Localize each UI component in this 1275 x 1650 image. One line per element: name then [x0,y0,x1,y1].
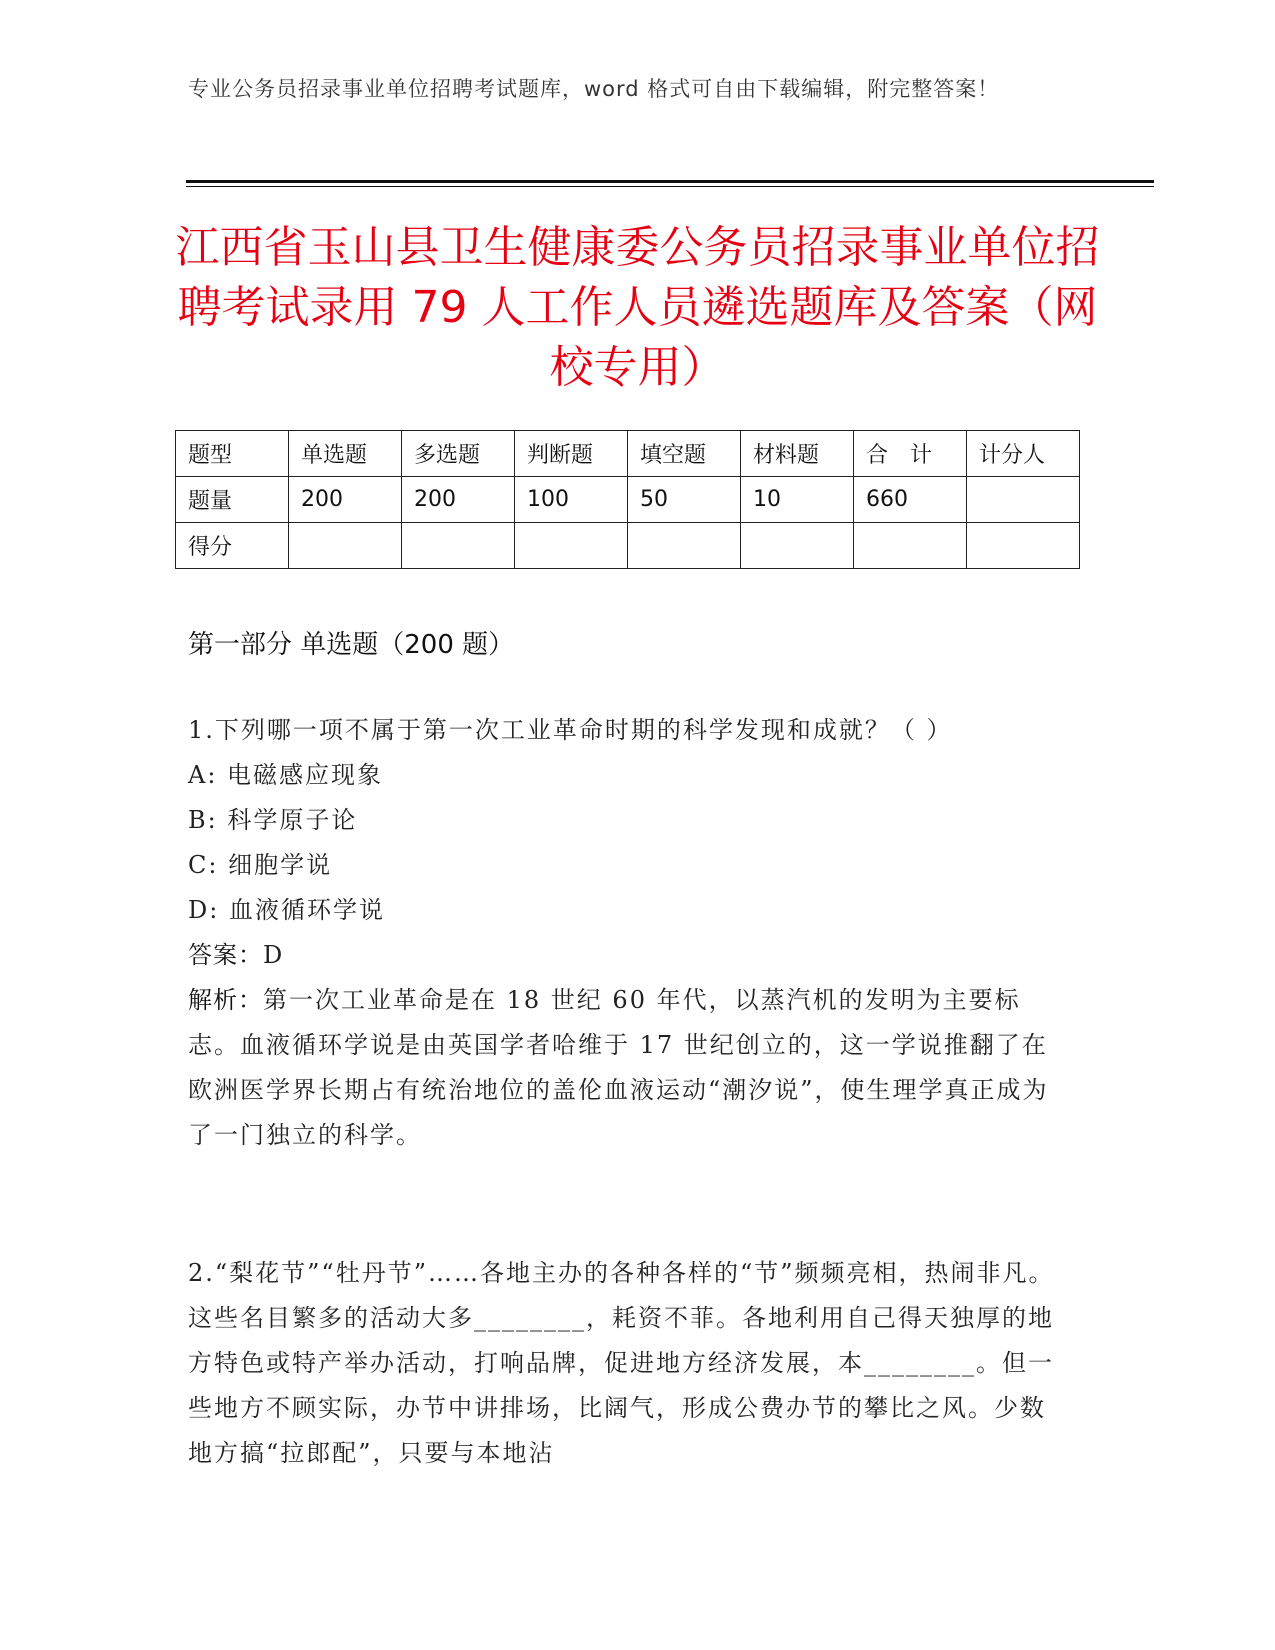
table-cell [402,523,515,569]
answer-value: D [263,941,285,969]
table-cell [967,523,1080,569]
question-2 [188,1251,1068,1476]
header-rule-thin [186,186,1154,187]
question-stem: 1.下列哪一项不属于第一次工业革命时期的科学发现和成就？（ ） [188,716,953,744]
score-table [175,430,1080,569]
document-title: 江西省玉山县卫生健康委公务员招录事业单位招聘考试录用 79 人工作人员遴选题库及答案（网校专用） [175,222,1100,393]
answer-line [188,933,1068,978]
option-a: A: 电磁感应现象 [188,761,384,789]
option-c: C: 细胞学说 [188,851,333,879]
table-cell [967,477,1080,523]
table-header-cell: 填空题 [628,431,741,477]
option-b: B: 科学原子论 [188,806,358,834]
table-header-cell: 多选题 [402,431,515,477]
table-cell: 得分 [176,523,289,569]
analysis-text: 第一次工业革命是在 18 世纪 60 年代，以蒸汽机的发明为主要标志。血液循环学说是由英国学者哈维于 17 世纪创立的，这一学说推翻了在欧洲医学界长期占有统治地位的盖伦血液运动“潮汐说”，使生理学真正成为了一门独立的科学。 [188,986,1049,1149]
table-cell [741,523,854,569]
table-row [176,477,1080,523]
table-row [176,523,1080,569]
table-cell: 题量 [176,477,289,523]
section-heading: 第一部分 单选题（200 题） [188,630,515,660]
table-cell [289,523,402,569]
table-header-cell: 材料题 [741,431,854,477]
analysis [188,978,1068,1158]
table-header-cell: 判断题 [515,431,628,477]
answer-label: 答案： [188,941,263,969]
table-cell [628,523,741,569]
table-header-cell: 单选题 [289,431,402,477]
question-stem: 2.“梨花节”“牡丹节”……各地主办的各种各样的“节”频频亮相，热闹非凡。这些名目繁多的活动大多________，耗资不菲。各地利用自己得天独厚的地方特色或特产举办活动，打响品牌，促进地方经济发展，本________。但一些地方不顾实际，办节中讲排场，比阔气，形成公费办节的攀比之风。少数地方搞“拉郎配”，只要与本地沾 [188,1259,1055,1467]
table-cell: 10 [741,477,854,523]
table-header-row [176,431,1080,477]
question-1 [188,708,1068,1158]
table-header-cell: 计分人 [967,431,1080,477]
option-d: D: 血液循环学说 [188,896,385,924]
table-cell [515,523,628,569]
table-cell: 200 [402,477,515,523]
table-cell: 50 [628,477,741,523]
table-header-cell: 题型 [176,431,289,477]
table-cell: 100 [515,477,628,523]
header-rule-thick [186,180,1154,183]
analysis-label: 解析： [188,986,263,1014]
table-cell: 200 [289,477,402,523]
table-cell: 660 [854,477,967,523]
table-cell [854,523,967,569]
header-note: 专业公务员招录事业单位招聘考试题库，word 格式可自由下载编辑，附完整答案！ [188,77,1000,101]
table-header-cell: 合 计 [854,431,967,477]
